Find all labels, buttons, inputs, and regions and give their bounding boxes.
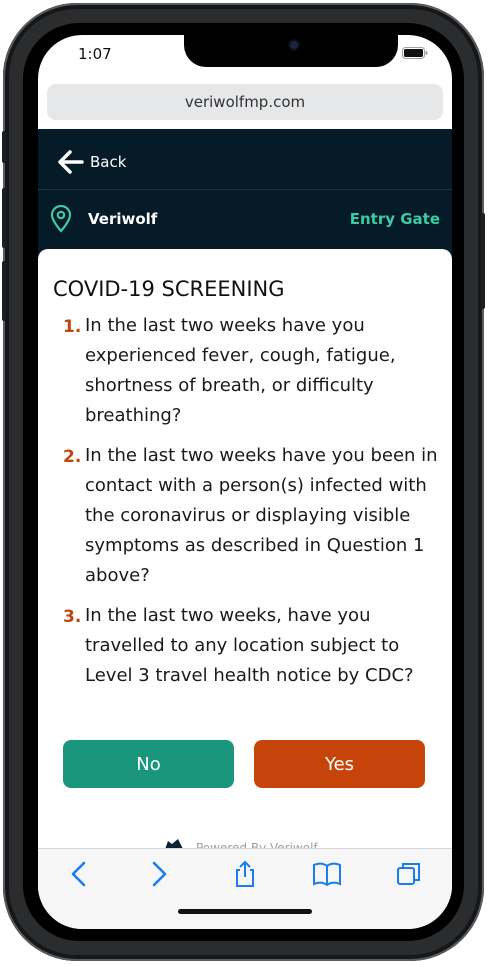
question-line: In the last two weeks have you [85, 315, 365, 336]
volume-down-button [2, 261, 6, 321]
back-label: Back [90, 153, 127, 171]
question-line: shortness of breath, or difficulty [85, 375, 374, 396]
yes-button[interactable]: Yes [254, 740, 425, 788]
question-line: In the last two weeks have you been in [85, 445, 438, 466]
question-line: contact with a person(s) infected with [85, 475, 427, 496]
volume-up-button [2, 188, 6, 248]
mute-switch [2, 131, 6, 163]
browser-toolbar [38, 848, 452, 929]
chevron-left-icon[interactable] [64, 859, 94, 889]
url-bar[interactable] [47, 84, 443, 120]
question-number: 2. [63, 447, 82, 467]
question-line: travelled to any location subject to [85, 635, 400, 656]
status-time: 1:07 [78, 45, 112, 63]
url-text: veriwolfmp.com [184, 93, 306, 111]
question-number: 3. [63, 607, 82, 627]
location-name: Veriwolf [88, 210, 158, 228]
question-line: breathing? [85, 405, 182, 426]
page-title: COVID-19 SCREENING [53, 277, 285, 301]
no-button[interactable]: No [63, 740, 234, 788]
question-line: experienced fever, cough, fatigue, [85, 345, 396, 366]
notch [184, 35, 398, 67]
phone-screen [38, 35, 452, 929]
battery-icon [402, 47, 428, 59]
back-button[interactable] [58, 147, 126, 177]
chevron-right-icon[interactable] [144, 859, 174, 889]
power-button [481, 213, 485, 309]
location-pin-icon [50, 205, 72, 233]
question-number: 1. [63, 317, 82, 337]
share-icon[interactable] [230, 859, 260, 889]
question-line: above? [85, 565, 150, 586]
question-line: symptoms as described in Question 1 [85, 535, 425, 556]
question-line: Level 3 travel health notice by CDC? [85, 665, 414, 686]
gate-label: Entry Gate [349, 210, 440, 228]
arrow-left-icon [58, 150, 84, 174]
question-line: the coronavirus or displaying visible [85, 505, 411, 526]
bookmarks-icon[interactable] [312, 859, 342, 889]
header-divider [38, 189, 452, 190]
screening-card [38, 249, 452, 909]
front-camera [290, 41, 298, 49]
question-line: In the last two weeks, have you [85, 605, 371, 626]
home-indicator[interactable] [178, 909, 312, 914]
location-row [50, 203, 440, 235]
tabs-icon[interactable] [394, 859, 424, 889]
